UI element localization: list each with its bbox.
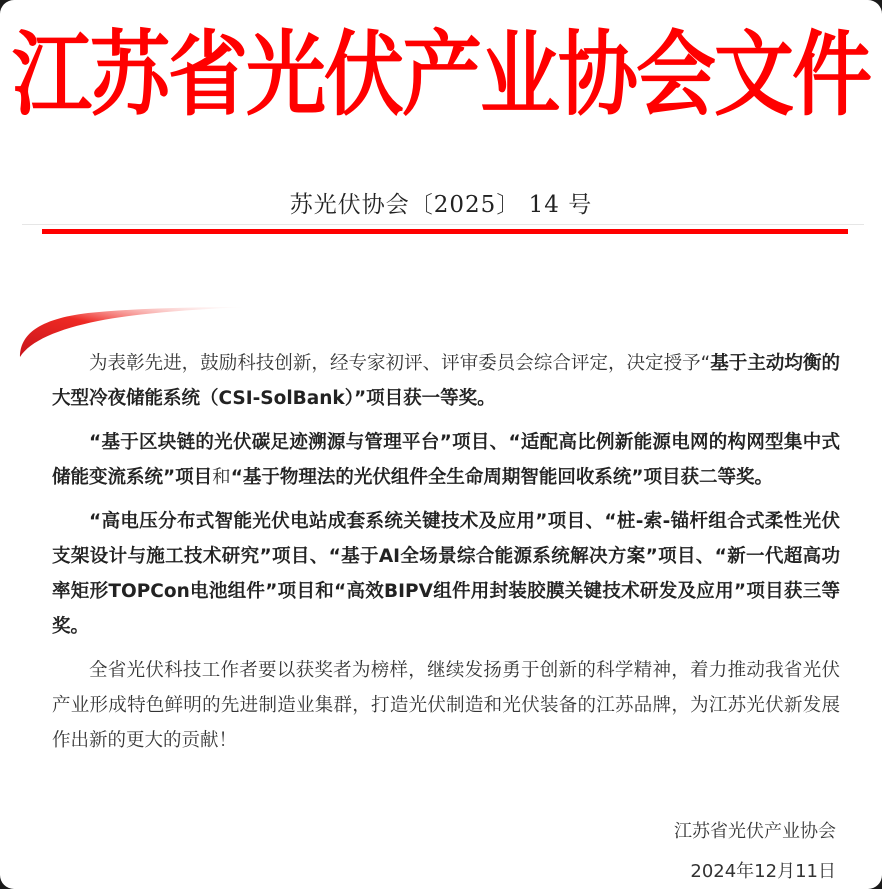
paragraph-third-prize [52,504,840,644]
document-number: 苏光伏协会〔2025〕 14 号 [289,192,593,218]
text-segment: 全省光伏科技工作者要以获奖者为榜样，继续发扬勇于创新的科学精神，着力推动我省光伏产业形成特色鲜明的先进制造业集群，打造光伏制造和光伏装备的江苏品牌，为江苏光伏新发展作出新的更大的贡献！ [52,660,840,751]
text-segment: 和 [212,467,231,488]
award-project-text: 基于主动均衡的大型冷夜储能系统（CSI-SolBank）”项目获一等奖。 [52,353,840,409]
red-rule-divider [42,229,848,234]
signature-organization: 江苏省光伏产业协会 [674,821,836,842]
paragraph-first-prize [52,346,840,416]
award-project-text: “基于区块链的光伏碳足迹溯源与管理平台”项目、“适配高比例新能源电网的构网型集中式储能变流系统”项目 [52,432,840,488]
paragraph-closing [52,653,840,758]
paragraph-second-prize [52,425,840,495]
document-body [52,346,840,767]
award-project-text: “基于物理法的光伏组件全生命周期智能回收系统”项目获二等奖。 [230,467,774,488]
signature-date: 2024年12月11日 [690,861,836,882]
text-segment: 为表彰先进，鼓励科技创新，经专家初评、评审委员会综合评定，决定授予“ [89,353,711,374]
masthead-title: 江苏省光伏产业协会文件 [12,21,870,129]
divider-faint [22,224,864,225]
award-project-text: “高电压分布式智能光伏电站成套系统关键技术及应用”项目、“桩-索-锚杆组合式柔性光伏支架设计与施工技术研究”项目、“基于AI全场景综合能源系统解决方案”项目、“新一代超高功率矩形TOPCon电池组件”项目和“高效BIPV组件用封装胶膜关键技术研发及应用”项目获三等奖。 [52,511,840,637]
